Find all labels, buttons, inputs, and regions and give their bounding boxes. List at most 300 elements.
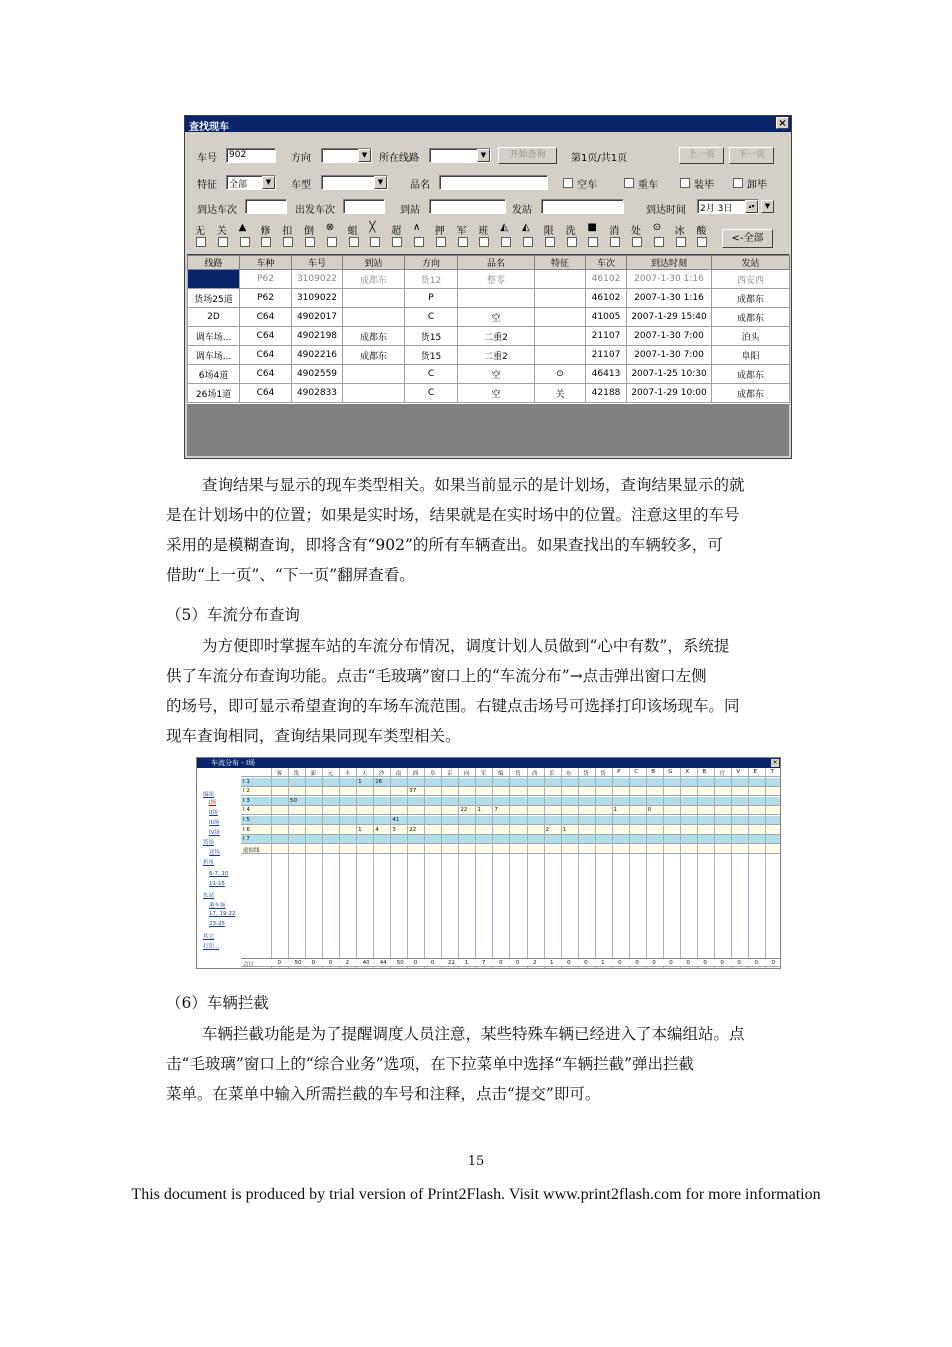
table-cell: 成都东 <box>712 365 790 384</box>
column-header[interactable]: 车种 <box>240 256 292 270</box>
flag-checkbox[interactable] <box>610 237 620 247</box>
total-cell: 0 <box>635 960 639 966</box>
flow-row-label: I 1 <box>243 778 250 785</box>
grid-line <box>339 768 340 968</box>
total-cell: 2 <box>345 960 350 966</box>
flow-cell: 22 <box>460 807 468 814</box>
table-cell <box>535 327 586 346</box>
flag-checkbox[interactable] <box>392 237 402 247</box>
table-cell: ⊙ <box>535 365 586 384</box>
yard-link[interactable]: 送场 <box>209 850 221 856</box>
flow-cell: 1 <box>562 826 567 833</box>
paragraph-flow-distribution <box>166 631 811 751</box>
flow-column-header: 向 <box>463 771 470 777</box>
text-line: 的场号，即可显示希望查询的车场车流范围。右键点击场号可选择打印该场现车。同 <box>166 697 740 715</box>
column-header[interactable]: 到达时刻 <box>627 256 712 270</box>
flow-column-header: G <box>668 769 673 775</box>
table-cell: 货12 <box>405 270 458 289</box>
flag-checkbox[interactable] <box>479 237 489 247</box>
table-cell: C <box>405 308 458 327</box>
flow-column-header: 官 <box>719 771 725 777</box>
grid-line <box>765 768 766 968</box>
total-cell: 0 <box>584 960 588 966</box>
text-line: 车辆拦截功能是为了提醒调度人员注意，某些特殊车辆已经进入了本编组站。点 <box>202 1025 745 1043</box>
grid-line <box>714 768 715 968</box>
load-done-checkbox[interactable] <box>680 178 690 188</box>
table-cell: 二重2 <box>458 346 535 365</box>
table-cell <box>343 365 405 384</box>
flag-checkbox[interactable] <box>588 237 598 247</box>
grid-line <box>748 768 749 968</box>
table-cell: 成都东 <box>712 308 790 327</box>
total-cell: 1 <box>601 960 605 966</box>
flow-column-header: C <box>634 769 639 775</box>
flow-column-header: E <box>753 769 757 775</box>
flag-checkbox[interactable] <box>218 237 228 247</box>
flag-label: ⊙ <box>652 222 662 233</box>
window-title: 车流分布 - I场 <box>211 759 256 767</box>
flow-distribution-window <box>196 757 781 969</box>
flow-cell: 7 <box>494 807 498 814</box>
flag-label: 处 <box>631 226 641 237</box>
yard-link[interactable]: 编组 <box>203 792 215 798</box>
prev-page-button[interactable]: 上一页 <box>679 147 724 164</box>
total-cell: 0 <box>720 960 724 966</box>
flow-row-label: 虚拟线 <box>243 847 260 854</box>
column-header[interactable]: 发站 <box>712 256 790 270</box>
yard-link[interactable]: II场 <box>209 810 218 816</box>
flag-checkbox[interactable] <box>523 237 533 247</box>
grid-line <box>424 768 425 968</box>
flag-checkbox[interactable] <box>196 237 206 247</box>
close-icon[interactable]: × <box>776 117 789 129</box>
direction-select[interactable] <box>321 148 372 163</box>
flag-label: 军 <box>456 226 467 237</box>
flag-label: 班 <box>478 226 489 237</box>
spin-icon: ▴▾ <box>745 200 758 213</box>
flag-checkbox[interactable] <box>283 237 293 247</box>
flag-label: 蛆 <box>347 226 358 237</box>
yard-link[interactable]: III场 <box>209 820 220 826</box>
unload-done-checkbox[interactable] <box>733 178 743 188</box>
table-cell: 21107 <box>586 346 627 365</box>
flow-column-header: B <box>651 769 656 775</box>
table-cell: 46413 <box>586 365 627 384</box>
flow-column-header: 货 <box>583 771 589 777</box>
chevron-down-icon: ▼ <box>262 176 275 189</box>
total-cell: 0 <box>652 960 656 966</box>
table-cell: P62 <box>240 270 292 289</box>
table-cell <box>535 308 586 327</box>
grid-line <box>731 768 732 968</box>
flag-label: 无 <box>195 226 205 237</box>
flow-column-header: T <box>770 769 774 775</box>
text-line: 查询结果与显示的现车类型相关。如果当前显示的是计划场，查询结果显示的就 <box>202 476 745 494</box>
car-no-label: 车号 <box>197 153 217 164</box>
table-cell: 2007-1-30 7:00 <box>627 346 712 365</box>
flag-label: 酸 <box>696 226 707 237</box>
table-cell: 2007-1-30 1:16 <box>627 270 712 289</box>
all-button[interactable]: <-全部 <box>722 229 773 248</box>
flow-column-header: 京 <box>446 771 453 777</box>
load-done-label: 装毕 <box>694 180 714 191</box>
table-cell: P <box>405 289 458 308</box>
table-cell <box>535 270 586 289</box>
total-cell: 50 <box>396 960 404 966</box>
table-cell: 4902216 <box>292 346 343 365</box>
grid-line <box>561 768 562 968</box>
table-cell: 空 <box>458 308 535 327</box>
car-no-input[interactable]: 902 <box>226 148 276 163</box>
flow-column-header: 乐 <box>549 771 555 777</box>
total-cell: 0 <box>618 960 622 966</box>
table-cell <box>343 289 405 308</box>
table-cell: 二重2 <box>458 327 535 346</box>
table-cell: 42188 <box>586 384 627 403</box>
yard-link[interactable]: 11-15 <box>209 881 225 887</box>
flow-column-header: 货 <box>293 771 300 777</box>
flag-label: 扣 <box>282 226 293 237</box>
flow-row-label: I 3 <box>243 797 250 804</box>
grid-line <box>629 768 630 968</box>
flow-cell: 3 <box>392 826 396 833</box>
flag-checkbox[interactable] <box>240 237 250 247</box>
flow-row-label: I 4 <box>243 807 250 814</box>
text-line: 现车查询相同，查询结果同现车类型相关。 <box>166 727 461 745</box>
table-cell: 空 <box>458 384 535 403</box>
grid-line <box>271 768 272 968</box>
depart-train-input[interactable] <box>343 199 385 214</box>
table-cell: 46102 <box>586 289 627 308</box>
table-cell: 41005 <box>586 308 627 327</box>
yard-link[interactable]: 货场 <box>203 840 215 846</box>
car-type-label: 车型 <box>291 180 311 191</box>
yard-link[interactable]: 23-25 <box>209 921 225 927</box>
table-cell: 4902559 <box>292 365 343 384</box>
flag-label: ■ <box>587 222 597 233</box>
grid-line <box>646 768 647 968</box>
table-cell: 阜阳 <box>712 346 790 365</box>
flag-checkbox[interactable] <box>458 237 468 247</box>
table-cell: 货15 <box>405 346 458 365</box>
table-cell: 26场1道 <box>188 384 240 403</box>
heavy-label: 重车 <box>638 180 658 191</box>
total-cell: 0 <box>567 960 571 966</box>
line-select[interactable] <box>429 148 491 163</box>
total-cell: 0 <box>430 960 435 966</box>
flag-label: 倒 <box>304 226 314 237</box>
yard-link[interactable]: 港车场 <box>209 903 226 909</box>
table-cell: 成都东 <box>343 327 405 346</box>
flow-column-header: P <box>617 769 621 775</box>
chevron-down-icon: ▼ <box>358 149 371 162</box>
flow-cell: 50 <box>290 797 298 804</box>
flow-cell: 37 <box>409 788 417 795</box>
page-info: 第1页/共1页 <box>571 153 628 164</box>
flow-column-header: X <box>685 769 690 775</box>
table-cell: 货15 <box>405 327 458 346</box>
result-grid <box>187 254 789 404</box>
table-cell: P62 <box>240 289 292 308</box>
total-cell: 50 <box>294 960 302 966</box>
column-header[interactable]: 到站 <box>343 256 405 270</box>
grid-line <box>697 768 698 968</box>
flag-checkbox[interactable] <box>567 237 577 247</box>
table-row[interactable] <box>188 346 790 365</box>
column-header[interactable]: 车号 <box>292 256 343 270</box>
grid-line <box>527 768 528 968</box>
flow-column-header: 南 <box>395 771 402 777</box>
flow-column-header: 沙 <box>378 771 385 777</box>
table-row[interactable] <box>188 270 790 289</box>
flow-cell: 1 <box>477 807 481 814</box>
flow-row-label: I 5 <box>243 817 250 823</box>
grid-line <box>407 768 408 968</box>
total-cell: 0 <box>413 960 418 966</box>
table-cell: 21107 <box>586 327 627 346</box>
table-cell <box>343 384 405 403</box>
flag-label: 限 <box>543 226 554 237</box>
section-heading-6: （6）车辆拦截 <box>166 994 269 1012</box>
flag-label: 超 <box>391 226 402 237</box>
total-cell: 0 <box>311 960 316 966</box>
depart-train-label: 出发车次 <box>295 205 335 216</box>
text-line: 击“毛玻璃”窗口上的“综合业务”选项，在下拉菜单中选择“车辆拦截”弹出拦截 <box>166 1055 695 1073</box>
table-cell: 3109022 <box>292 270 343 289</box>
grid-line <box>475 768 476 968</box>
flow-cell: 26 <box>375 778 383 785</box>
total-cell: 22 <box>447 960 455 966</box>
table-cell: C64 <box>240 365 292 384</box>
paragraph-interception <box>166 1019 811 1109</box>
page-number: 15 <box>467 1154 485 1169</box>
find-car-dialog <box>184 115 792 459</box>
total-label: 合计 <box>243 962 255 968</box>
table-cell: 46102 <box>586 270 627 289</box>
chevron-down-icon: ▼ <box>477 149 490 162</box>
grid-empty-area <box>187 404 789 456</box>
grid-line <box>680 768 681 968</box>
total-cell: 0 <box>669 960 673 966</box>
to-station-input[interactable] <box>429 199 506 214</box>
table-cell: 调车场... <box>188 327 240 346</box>
empty-checkbox[interactable] <box>563 178 573 188</box>
table-cell: 4902833 <box>292 384 343 403</box>
total-cell: 40 <box>362 960 370 966</box>
flow-grid <box>241 768 781 968</box>
grid-line <box>544 768 545 968</box>
total-cell: 1 <box>550 960 554 966</box>
grid-line <box>305 768 306 968</box>
column-header[interactable]: 线路 <box>188 256 240 270</box>
table-cell: C64 <box>240 346 292 365</box>
column-header[interactable]: 车次 <box>586 256 627 270</box>
from-station-input[interactable] <box>541 199 624 214</box>
chevron-down-icon: ▼ <box>374 176 387 189</box>
flow-column-header: 元 <box>327 771 334 777</box>
table-cell <box>535 346 586 365</box>
arrive-time-picker[interactable] <box>697 199 759 214</box>
grid-line <box>663 768 664 968</box>
flag-checkbox[interactable] <box>370 237 380 247</box>
flag-checkbox[interactable] <box>676 237 686 247</box>
column-header[interactable]: 方向 <box>405 256 458 270</box>
table-cell <box>458 289 535 308</box>
table-row[interactable] <box>188 308 790 327</box>
table-cell: C64 <box>240 327 292 346</box>
column-header[interactable]: 品名 <box>458 256 535 270</box>
table-cell: 2007-1-29 15:40 <box>627 308 712 327</box>
total-cell: 1 <box>464 960 469 966</box>
table-cell: 成都东 <box>712 384 790 403</box>
table-cell: C64 <box>240 308 292 327</box>
table-cell: C <box>405 365 458 384</box>
table-cell: 2007-1-29 10:00 <box>627 384 712 403</box>
flag-label: ⊗ <box>325 222 335 233</box>
close-icon[interactable]: × <box>772 759 778 766</box>
flag-checkbox[interactable] <box>545 237 555 247</box>
flag-checkbox[interactable] <box>305 237 315 247</box>
table-cell <box>188 270 240 289</box>
flow-column-header: 西 <box>412 771 419 777</box>
grid-line <box>578 768 579 968</box>
table-row[interactable] <box>188 327 790 346</box>
table-cell <box>535 289 586 308</box>
flow-cell: 2 <box>545 826 550 833</box>
table-cell: 整零 <box>458 270 535 289</box>
grid-line <box>390 768 391 968</box>
unload-done-label: 卸毕 <box>747 180 767 191</box>
flag-checkbox[interactable] <box>349 237 359 247</box>
flow-column-header: 客 <box>276 771 283 777</box>
paragraph-query-result <box>166 470 811 590</box>
arrive-train-input[interactable] <box>245 199 287 214</box>
table-cell: 6场4道 <box>188 365 240 384</box>
total-cell: 0 <box>737 960 741 966</box>
yard-link[interactable]: 17, 19-22 <box>209 911 236 917</box>
heavy-checkbox[interactable] <box>624 178 634 188</box>
yard-link[interactable]: 东站 <box>203 893 215 899</box>
table-row[interactable] <box>188 384 790 403</box>
table-row[interactable] <box>188 289 790 308</box>
chevron-down-icon[interactable]: ▼ <box>761 200 774 213</box>
table-cell: 2007-1-25 10:30 <box>627 365 712 384</box>
window-titlebar <box>197 758 780 768</box>
goods-input[interactable] <box>439 175 548 190</box>
text-line: 借助“上一页”、“下一页”翻屏查看。 <box>166 566 415 584</box>
flow-cell: 0 <box>647 807 652 814</box>
flow-column-header: 东 <box>566 771 572 777</box>
flow-column-header: 新 <box>310 771 317 777</box>
total-cell: 0 <box>686 960 690 966</box>
total-cell: 0 <box>703 960 707 966</box>
table-cell: 4902198 <box>292 327 343 346</box>
table-cell: 成都东 <box>343 270 405 289</box>
yard-link[interactable]: 6-7, 10 <box>209 871 229 877</box>
table-cell: 泊头 <box>712 327 790 346</box>
flag-checkbox[interactable] <box>261 237 271 247</box>
table-cell: 3109022 <box>292 289 343 308</box>
table-cell: 2007-1-30 1:16 <box>627 289 712 308</box>
yard-link[interactable]: 折角 <box>203 860 215 866</box>
yard-link[interactable]: 打印... <box>203 944 220 950</box>
grid-line <box>373 768 374 968</box>
total-cell: 7 <box>481 960 486 966</box>
flow-column-header: V <box>736 769 741 775</box>
text-line: 菜单。在菜单中输入所需拦截的车号和注释，点击“提交”即可。 <box>166 1085 601 1103</box>
grid-line <box>492 768 493 968</box>
from-station-label: 发站 <box>512 205 532 216</box>
total-cell: 2 <box>533 960 537 966</box>
feature-value: 全部 <box>229 180 248 190</box>
flag-checkbox[interactable] <box>414 237 424 247</box>
yard-link[interactable]: IV场 <box>209 830 220 836</box>
flag-label: ◭ <box>522 222 530 233</box>
feature-select[interactable] <box>226 175 276 190</box>
total-cell: 0 <box>498 960 503 966</box>
flow-cell: 1 <box>613 807 618 814</box>
car-type-select[interactable] <box>321 175 388 190</box>
flow-column-header: 货 <box>600 771 606 777</box>
flag-checkbox[interactable] <box>436 237 446 247</box>
flag-checkbox[interactable] <box>632 237 642 247</box>
table-cell: 2D <box>188 308 240 327</box>
flow-column-header: 编 <box>497 771 504 777</box>
grid-line <box>612 768 613 968</box>
line-label: 所在线路 <box>379 153 419 164</box>
yard-sidebar <box>197 768 241 968</box>
table-cell: C64 <box>240 384 292 403</box>
table-cell: C <box>405 384 458 403</box>
arrive-time-value: 2月 3日 <box>700 204 733 214</box>
flag-label: ▲ <box>238 222 247 233</box>
text-line: 是在计划场中的位置；如果是实时场，结果就是在实时场中的位置。注意这里的车号 <box>166 506 740 524</box>
flow-row-label: I 6 <box>243 826 250 833</box>
total-cell: 0 <box>515 960 520 966</box>
flow-cell: 1 <box>358 778 362 785</box>
flag-checkbox[interactable] <box>501 237 511 247</box>
total-cell: 0 <box>277 960 282 966</box>
flow-cell: 41 <box>392 817 400 823</box>
flag-label: 冰 <box>674 226 685 237</box>
arrive-train-label: 到达车次 <box>197 205 237 216</box>
dialog-title: 查找现车 <box>189 122 229 133</box>
flag-label: 押 <box>434 226 445 237</box>
flag-label: ╳ <box>369 222 376 233</box>
next-page-button[interactable]: 下一页 <box>729 147 774 164</box>
table-cell: 调车场... <box>188 346 240 365</box>
flag-label: ∧ <box>413 222 421 233</box>
text-line: 供了车流分布查询功能。点击“毛玻璃”窗口上的“车流分布”→点击弹出窗口左侧 <box>166 667 707 685</box>
goods-label: 品名 <box>410 180 430 191</box>
flag-checkbox[interactable] <box>697 237 707 247</box>
flag-checkbox[interactable] <box>654 237 664 247</box>
column-header[interactable]: 特征 <box>535 256 586 270</box>
trial-footer: This document is produced by trial version of Print2Flash. Visit www.print2flash.com for more information <box>131 1186 821 1203</box>
start-query-button[interactable]: 开始查询 <box>498 147 557 164</box>
flow-total-row <box>241 958 781 967</box>
table-cell: 2007-1-30 7:00 <box>627 327 712 346</box>
flow-row-label: I 2 <box>243 788 250 795</box>
table-cell: 空 <box>458 365 535 384</box>
flag-checkbox[interactable] <box>327 237 337 247</box>
yard-link[interactable]: I场 <box>209 800 217 806</box>
table-row[interactable] <box>188 365 790 384</box>
flag-label: ◭ <box>500 222 508 233</box>
to-station-label: 到站 <box>400 205 420 216</box>
flow-column-header: 货 <box>514 771 521 777</box>
yard-link[interactable]: 其它 <box>203 934 215 940</box>
